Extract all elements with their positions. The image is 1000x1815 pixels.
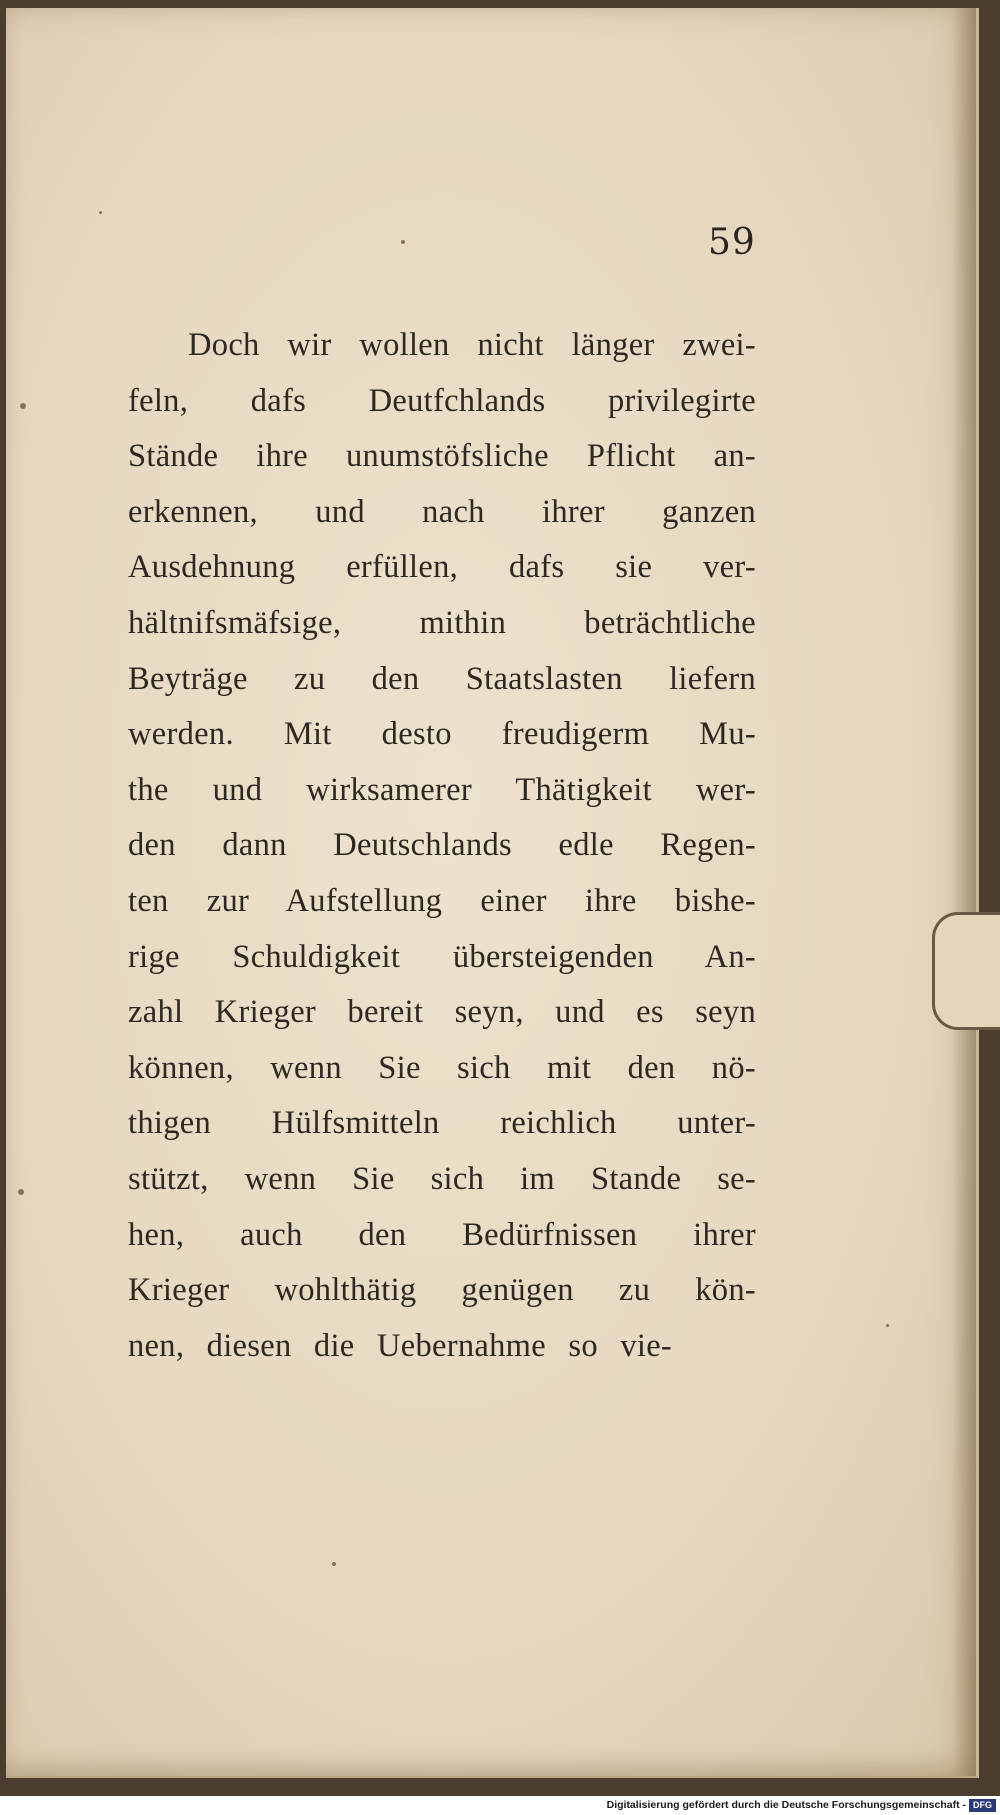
text-line: zahl Krieger bereit seyn, und es seyn [128, 994, 756, 1031]
text-line: stützt, wenn Sie sich im Stande se- [128, 1160, 756, 1197]
text-line: hältnifsmäfsige, mithin beträchtliche [128, 604, 756, 641]
page-number: 59 [708, 222, 756, 263]
text-line: hen, auch den Bedürfnissen ihrer [128, 1216, 756, 1253]
text-line: werden. Mit desto freudigerm Mu- [128, 716, 756, 753]
digitization-credit: Digitalisierung gefördert durch die Deutsche Forschungsgemeinschaft - [606, 1799, 966, 1811]
text-line: nen, diesen die Uebernahme so vie- [128, 1327, 673, 1364]
paper-speck [401, 240, 405, 244]
text-line: rige Schuldigkeit übersteigenden An- [128, 938, 756, 975]
text-line: können, wenn Sie sich mit den nö- [128, 1049, 756, 1086]
dfg-logo: DFG [969, 1799, 996, 1812]
text-line: the und wirksamerer Thätigkeit wer- [128, 771, 756, 808]
text-line: Beyträge zu den Staatslasten liefern [128, 660, 756, 697]
text-line: Doch wir wollen nicht länger zwei- [188, 327, 756, 363]
paper-speck [886, 1324, 889, 1327]
text-line: Ausdehnung erfüllen, dafs sie ver- [128, 549, 756, 586]
paper-speck [20, 403, 26, 409]
page-edge-shadow [952, 8, 976, 1776]
text-line: feln, dafs Deutfchlands privilegirte [128, 382, 756, 419]
text-line: den dann Deutschlands edle Regen- [128, 827, 756, 864]
text-line: erkennen, und nach ihrer ganzen [128, 493, 756, 530]
page-tab-marker [932, 912, 1000, 1030]
paper-speck [99, 211, 102, 214]
paper-speck [332, 1562, 336, 1566]
body-text [128, 318, 756, 1374]
text-line: thigen Hülfsmitteln reichlich unter- [128, 1105, 756, 1142]
paper-speck [18, 1189, 24, 1195]
text-line: Stände ihre unumstöfsliche Pflicht an- [128, 438, 756, 475]
text-line: Krieger wohlthätig genügen zu kön- [128, 1272, 756, 1309]
text-line: ten zur Aufstellung einer ihre bishe- [128, 882, 756, 919]
